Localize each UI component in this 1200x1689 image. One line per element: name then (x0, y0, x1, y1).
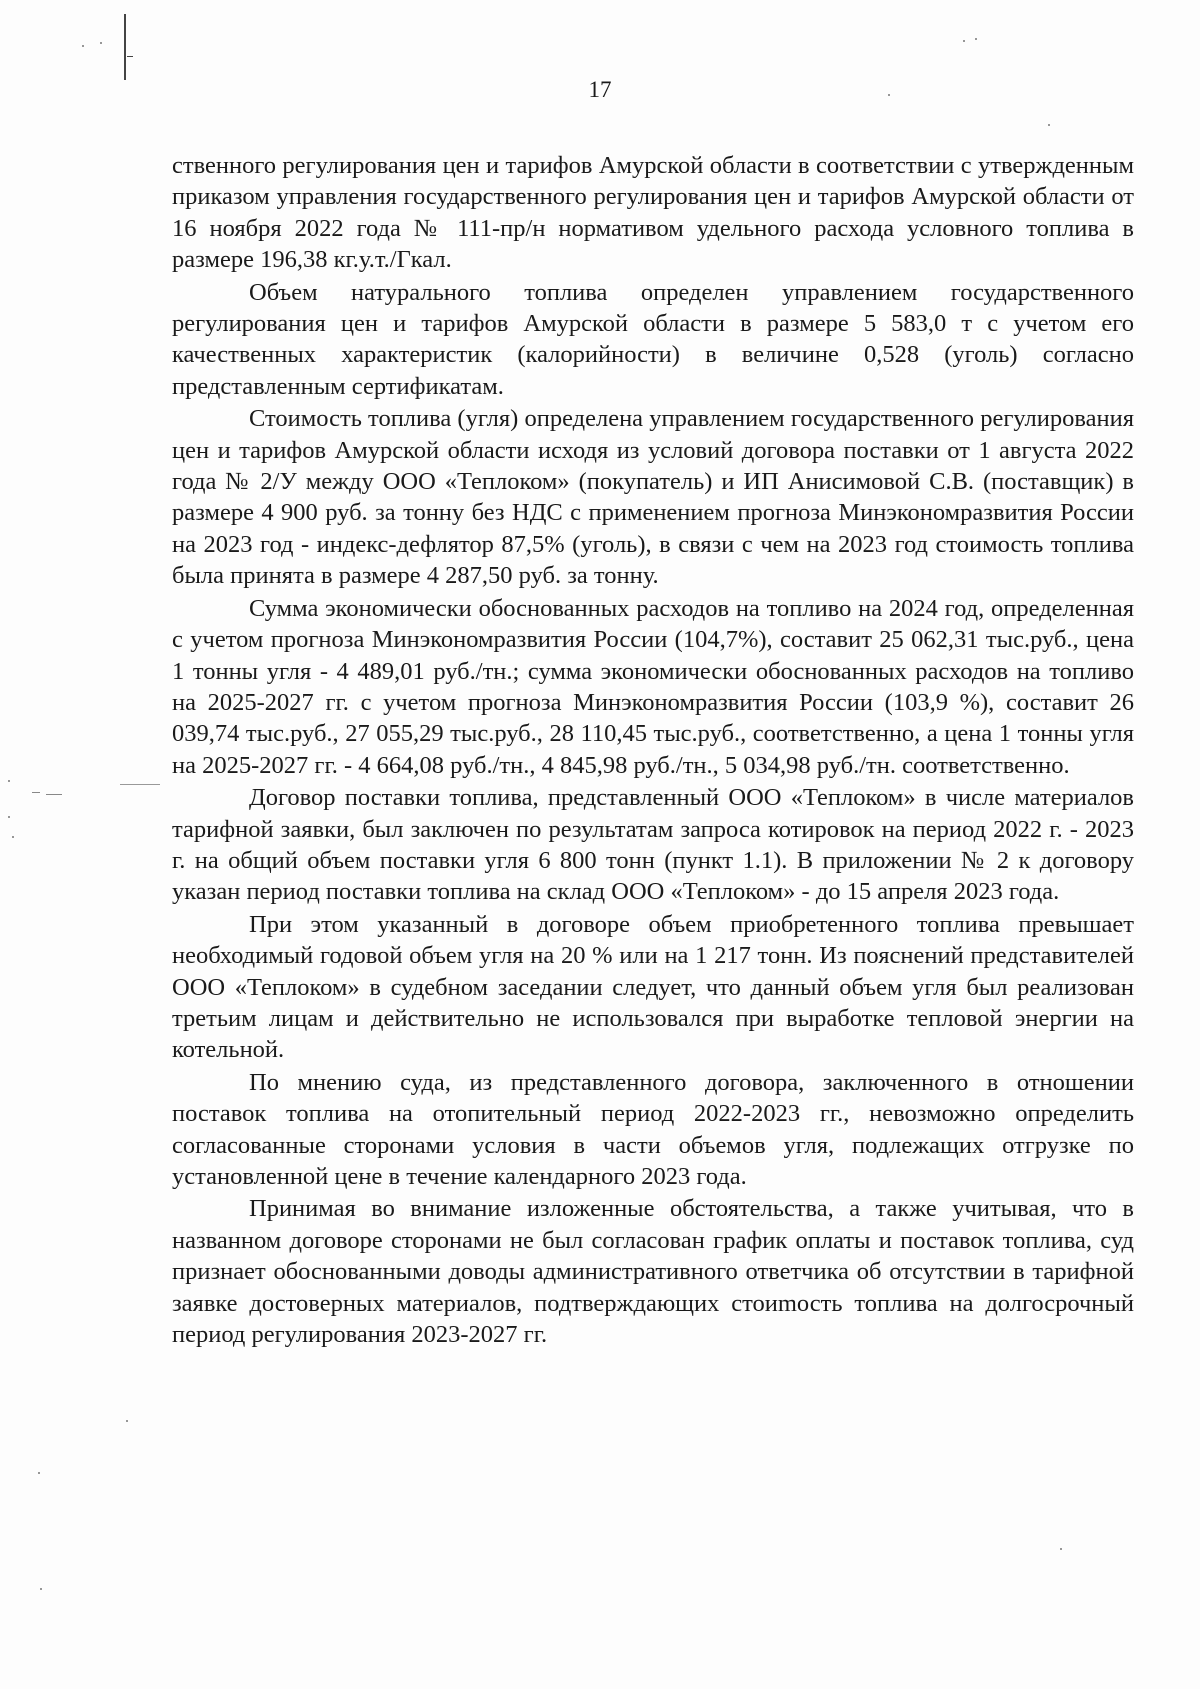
paragraph: Договор поставки топлива, представленный ООО «Теплоком» в числе материалов тарифной заявки, был заключен по результатам запроса котировок на период 2022 г. - 2023 г. на общий объем поставки угля 6 800 тонн (пункт 1.1). В приложении № 2 к договору указан период поставки топлива на склад ООО «Теплоком» - до 15 апреля 2023 года. (172, 784, 1134, 906)
scan-dash-mark (46, 794, 62, 795)
scan-speck (38, 1472, 40, 1474)
paragraph: Сумма экономически обоснованных расходов на топливо на 2024 год, определенная с учетом прогноза Минэкономразвития России (104,7%), составит 25 062,31 тыс.руб., цена 1 тонны угля - 4 489,01 руб./тн.; сумма экономически обоснованных расходов на топливо на 2025-2027 гг. с учетом прогноза Минэкономразвития России (103,9 %), составит 26 039,74 тыс.руб., 27 055,29 тыс.руб., 28 110,45 тыс.руб., соответственно, а цена 1 тонны угля на 2025-2027 гг. - 4 664,08 руб./тн., 4 845,98 руб./тн., 5 034,98 руб./тн. соответственно. (172, 594, 1134, 779)
scan-speck (126, 1420, 128, 1422)
paragraph: ственного регулирования цен и тарифов Амурской области в соответствии с утвержденным приказом управления государственного регулирования цен и тарифов Амурской области от 16 ноября 2022 года № 111-пр/н нормативом удельного расхода условного топлива в размере 196,38 кг.у.т./Гкал. (172, 152, 1134, 274)
scan-speck (8, 816, 10, 818)
paragraph: По мнению суда, из представленного договора, заключенного в отношении поставок топлива на отопительный период 2022-2023 гг., невозможно определить согласованные сторонами условия в части объемов угля, подлежащих отгрузке по установленной цене в течение календарного 2023 года. (172, 1068, 1134, 1190)
paragraph: Объем натурального топлива определен управлением государственного регулирования цен и тарифов Амурской области в размере 5 583,0 т с учетом его качественных характеристик (калорийности) в величине 0,528 (уголь) согласно представленным сертификатам. (172, 278, 1134, 400)
scan-speck (40, 1588, 42, 1590)
scan-speck (12, 836, 14, 838)
scan-speck (975, 38, 977, 40)
scan-speck (1060, 1548, 1062, 1550)
document-body (172, 150, 1134, 1351)
scan-dash-mark (32, 792, 40, 793)
scan-speck (82, 45, 84, 47)
scan-binding-mark (124, 14, 126, 80)
scan-dash-mark (120, 784, 160, 785)
page-number: 17 (588, 77, 612, 102)
scan-speck (1048, 124, 1050, 126)
scan-speck (100, 42, 102, 44)
paragraph: Принимая во внимание изложенные обстоятельства, а также учитывая, что в названном договоре сторонами не был согласован график оплаты и поставок топлива, суд признает обоснованными доводы административного ответчика об отсутствии в тарифной заявке достоверных материалов, подтверждающих стоиmость топлива на долгосрочный период регулирования 2023-2027 гг. (172, 1195, 1134, 1349)
scan-speck (8, 780, 10, 782)
paragraph: При этом указанный в договоре объем приобретенного топлива превышает необходимый годовой объем угля на 20 % или на 1 217 тонн. Из пояснений представителей ООО «Теплоком» в судебном заседании следует, что данный объем угля был реализован третьим лицам и действительно не использовался при выработке тепловой энергии на котельной. (172, 910, 1134, 1064)
paragraph: Стоимость топлива (угля) определена управлением государственного регулирования цен и тарифов Амурской области исходя из условий договора поставки от 1 августа 2022 года № 2/У между ООО «Теплоком» (покупатель) и ИП Анисимовой С.В. (поставщик) в размере 4 900 руб. за тонну без НДС с применением прогноза Минэкономразвития России на 2023 год - индекс-дефлятор 87,5% (уголь), в связи с чем на 2023 год стоимость топлива была принята в размере 4 287,50 руб. за тонну. (172, 405, 1134, 590)
scan-speck (963, 40, 965, 42)
scan-binding-tick (127, 56, 133, 57)
